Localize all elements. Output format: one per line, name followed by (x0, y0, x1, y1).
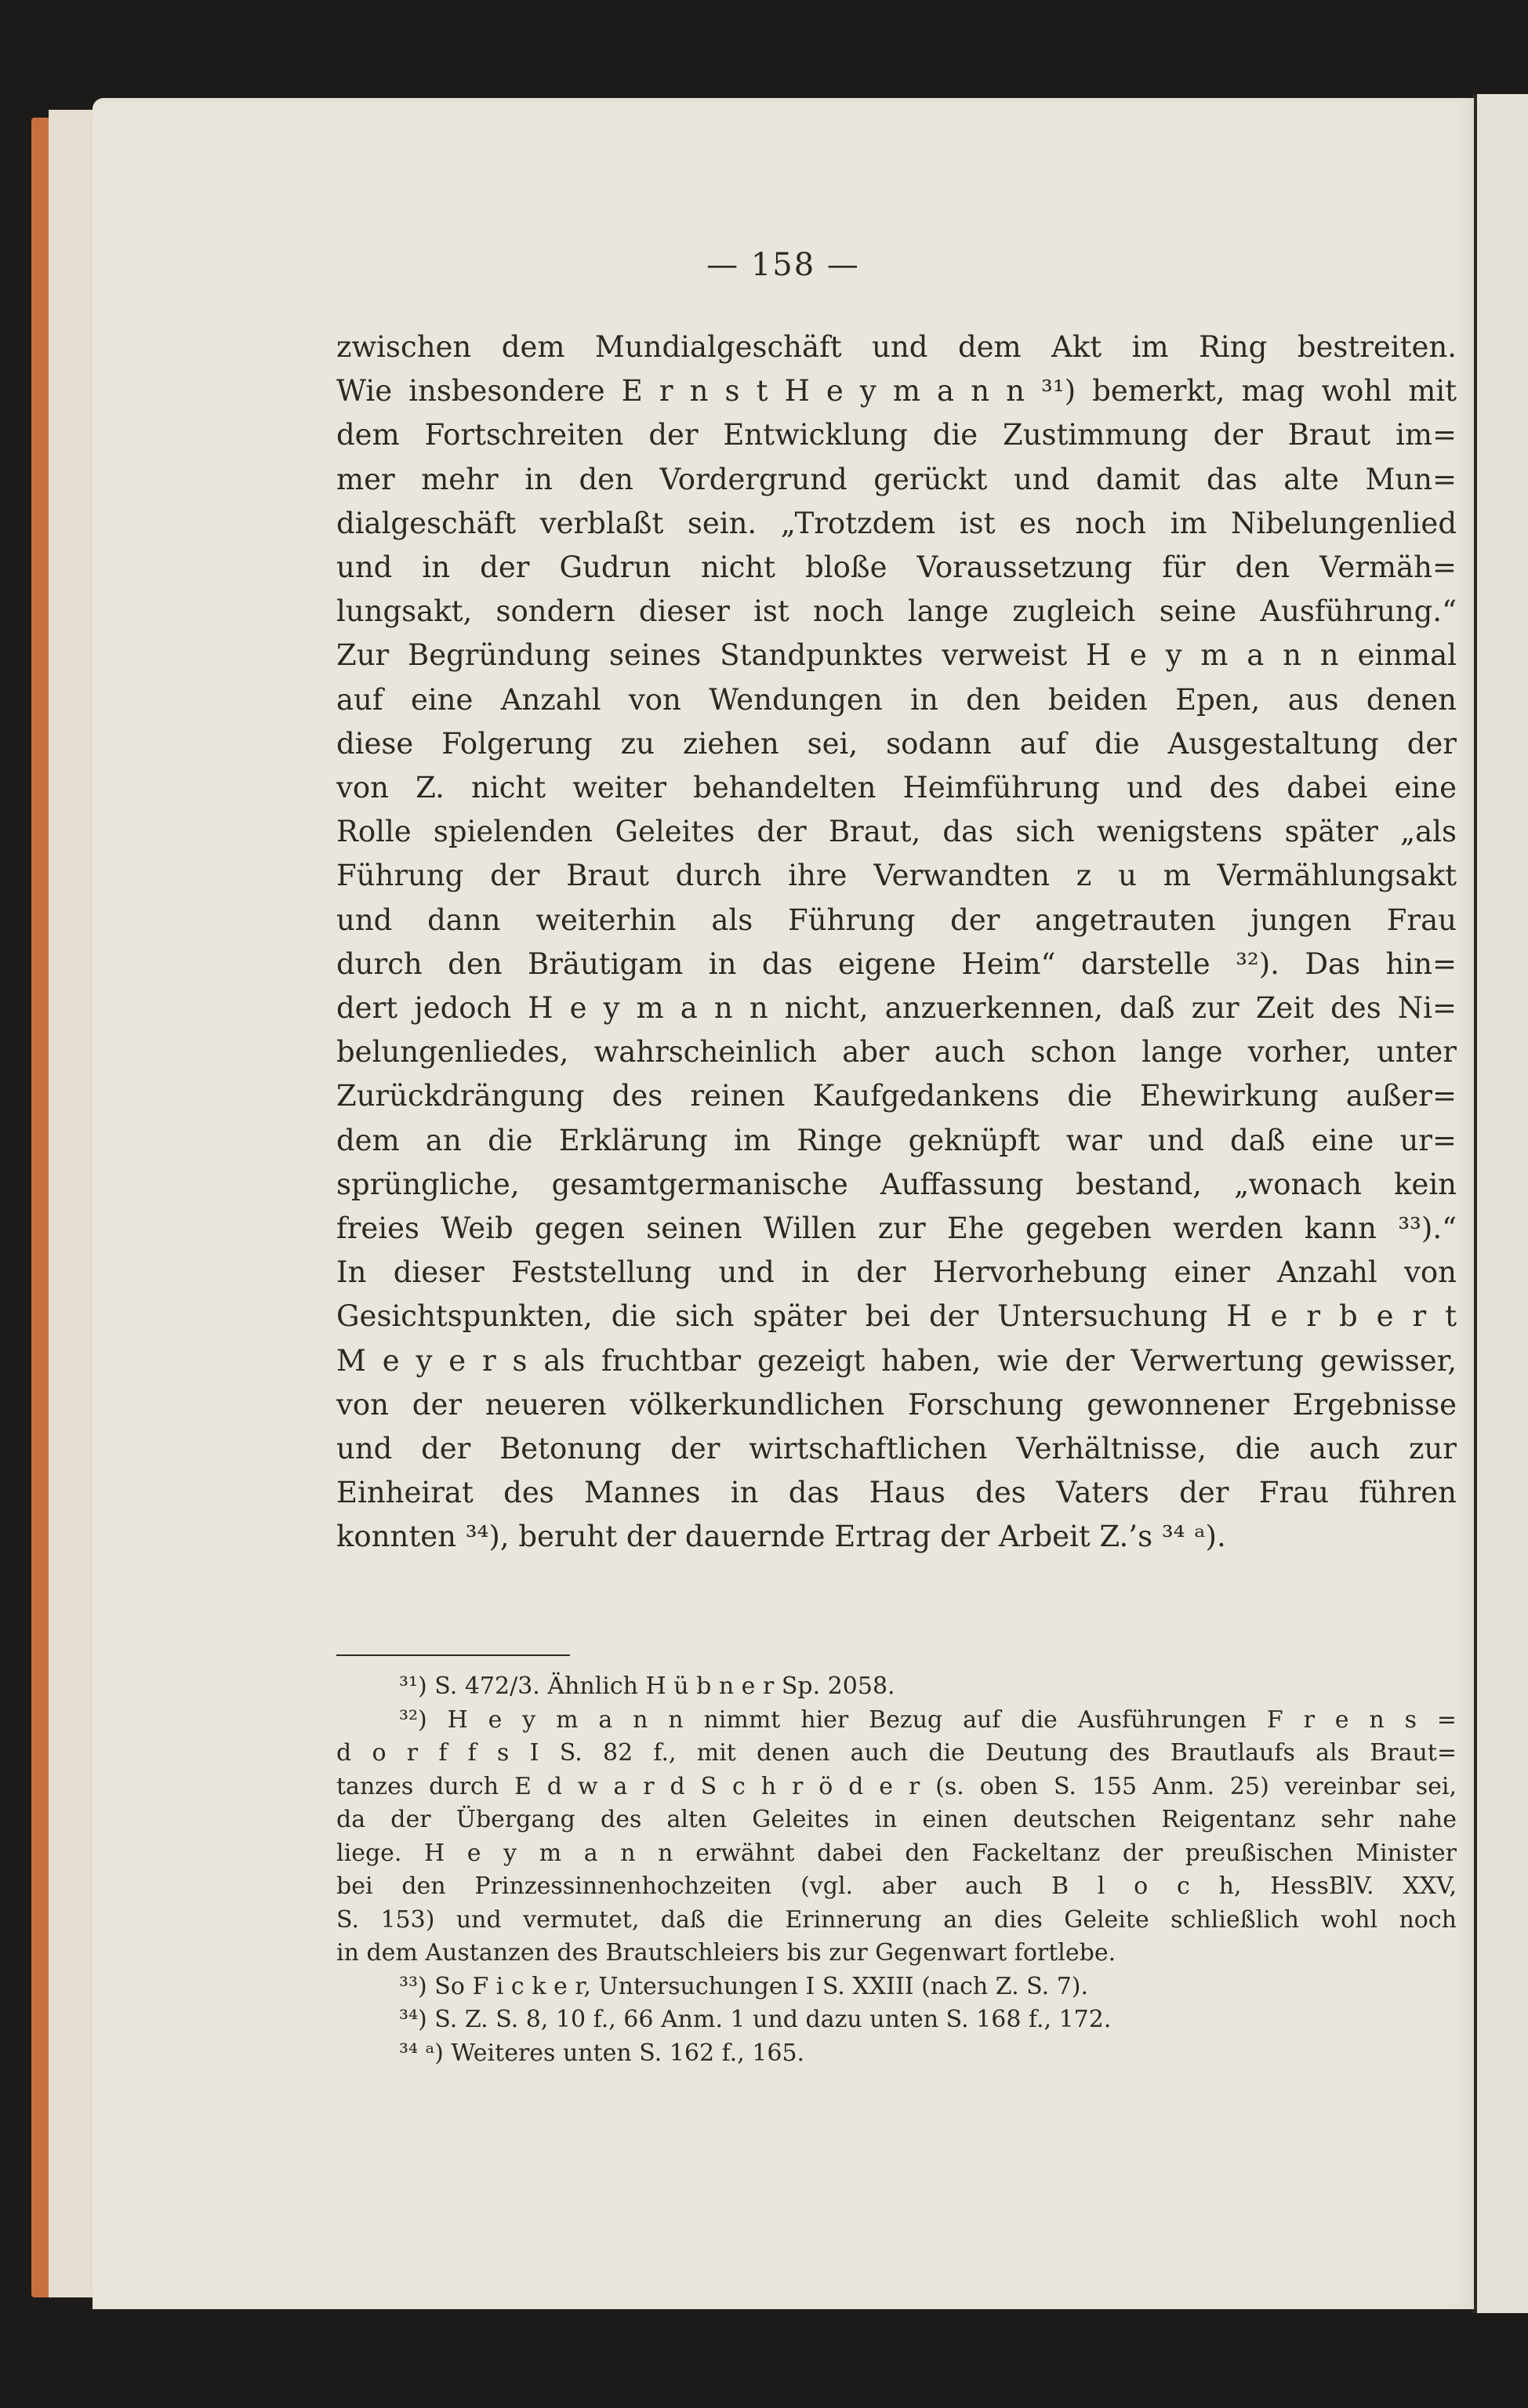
body-line: dialgeschäft verblaßt sein. „Trotzdem ist es noch im Nibelungenlied (336, 506, 1457, 540)
body-line: belungenliedes, wahrscheinlich aber auch schon lange vorher, unter (336, 1035, 1457, 1070)
body-line: und in der Gudrun nicht bloße Voraussetzung für den Vermäh= (336, 550, 1457, 585)
body-line: diese Folgerung zu ziehen sei, sodann auf die Ausgestaltung der (336, 726, 1457, 761)
footnote-line: in dem Austanzen des Brautschleiers bis zur Gegenwart fortlebe. (336, 1939, 1116, 1967)
body-line: Einheirat des Mannes in das Haus des Vaters der Frau führen (336, 1476, 1457, 1510)
body-line: und dann weiterhin als Führung der angetrauten jungen Frau (336, 903, 1457, 937)
footnote-line: ³¹) S. 472/3. Ähnlich H ü b n e r Sp. 2058. (399, 1673, 895, 1700)
footnote (336, 2037, 1457, 2071)
footnote-line: bei den Prinzessinnenhochzeiten (vgl. aber auch B l o c h, HessBlV. XXV, (336, 1872, 1457, 1900)
body-line: von Z. nicht weiter behandelten Heimführung und des dabei eine (336, 771, 1457, 805)
footnote (336, 1970, 1457, 2004)
footnotes (336, 1670, 1457, 2070)
body-line: Zurückdrängung des reinen Kaufgedankens die Ehewirkung außer= (336, 1079, 1457, 1113)
body-line: Führung der Braut durch ihre Verwandten z u m Vermählungsakt (336, 859, 1457, 893)
footnote-line: ³³) So F i c k e r, Untersuchungen I S. XXIII (nach Z. S. 7). (399, 1972, 1089, 2000)
footnote-line: ³⁴ ᵃ) Weiteres unten S. 162 f., 165. (399, 2039, 805, 2067)
body-line: mer mehr in den Vordergrund gerückt und damit das alte Mun= (336, 462, 1457, 496)
body-line: dem Fortschreiten der Entwicklung die Zustimmung der Braut im= (336, 418, 1457, 452)
footnote-rule (336, 1654, 570, 1656)
footnote (336, 1670, 1457, 1704)
footnote-line: da der Übergang des alten Geleites in einen deutschen Reigentanz sehr nahe (336, 1806, 1457, 1833)
body-line: In dieser Feststellung und in der Hervorhebung einer Anzahl von (336, 1255, 1457, 1290)
page-number: — 158 — (706, 247, 860, 283)
body-line: lungsakt, sondern dieser ist noch lange zugleich seine Ausführung.“ (336, 594, 1457, 629)
footnote-line: S. 153) und vermutet, daß die Erinnerung an dies Geleite schließlich wohl noch (336, 1905, 1457, 1934)
body-line: sprüngliche, gesamtgermanische Auffassung bestand, „wonach kein (336, 1167, 1457, 1201)
footnote-line: tanzes durch E d w a r d S c h r ö d e r (s. oben S. 155 Anm. 25) vereinbar sei, (336, 1772, 1457, 1800)
book-page (93, 98, 1474, 2309)
body-line: Wie insbesondere E r n s t H e y m a n n ³¹) bemerkt, mag wohl mit (336, 374, 1457, 409)
body-line: dem an die Erklärung im Ringe geknüpft war und daß eine ur= (336, 1123, 1457, 1157)
body-line: Gesichtspunkten, die sich später bei der Untersuchung H e r b e r t (336, 1299, 1457, 1334)
adjacent-page (1472, 94, 1528, 2313)
footnote-line: ³²) H e y m a n n nimmt hier Bezug auf die Ausführungen F r e n s = (399, 1705, 1457, 1734)
body-line: zwischen dem Mundialgeschäft und dem Akt im Ring bestreiten. (336, 330, 1457, 364)
footnote (336, 1704, 1457, 1970)
body-line: von der neueren völkerkundlichen Forschung gewonnener Ergebnisse (336, 1387, 1457, 1422)
footnote-line: liege. H e y m a n n erwähnt dabei den Fackeltanz der preußischen Minister (336, 1839, 1457, 1867)
body-line: konnten ³⁴), beruht der dauernde Ertrag der Arbeit Z.’s ³⁴ ᵃ). (336, 1520, 1226, 1554)
body-line: dert jedoch H e y m a n n nicht, anzuerkennen, daß zur Zeit des Ni= (336, 991, 1457, 1026)
body-text (336, 325, 1457, 1560)
body-line: Zur Begründung seines Standpunktes verweist H e y m a n n einmal (336, 638, 1457, 673)
footnote (336, 2003, 1457, 2037)
body-line: auf eine Anzahl von Wendungen in den beiden Epen, aus denen (336, 682, 1457, 717)
body-line: durch den Bräutigam in das eigene Heim“ darstelle ³²). Das hin= (336, 946, 1457, 981)
body-line: und der Betonung der wirtschaftlichen Verhältnisse, die auch zur (336, 1432, 1457, 1466)
body-line: M e y e r s als fruchtbar gezeigt haben, wie der Verwertung gewisser, (336, 1343, 1457, 1378)
footnote-line: ³⁴) S. Z. S. 8, 10 f., 66 Anm. 1 und dazu unten S. 168 f., 172. (399, 2006, 1112, 2033)
body-line: freies Weib gegen seinen Willen zur Ehe gegeben werden kann ³³).“ (336, 1211, 1457, 1246)
page-edges (49, 110, 96, 2297)
footnote-line: d o r f f s I S. 82 f., mit denen auch die Deutung des Brautlaufs als Braut= (336, 1739, 1457, 1767)
body-line: Rolle spielenden Geleites der Braut, das sich wenigstens später „als (336, 815, 1457, 849)
